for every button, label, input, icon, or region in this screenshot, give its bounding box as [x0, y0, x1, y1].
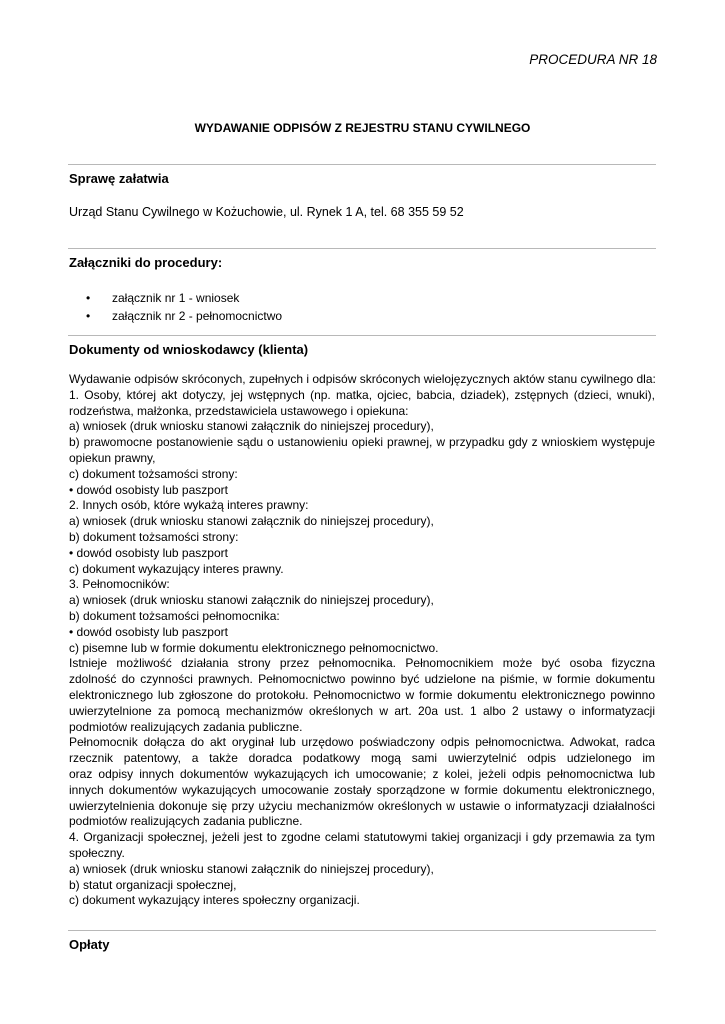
body-line: c) dokument wykazujący interes prawny.: [69, 561, 284, 576]
body-line: 1. Osoby, której akt dotyczy, jej wstępnych (np. matka, ojciec, babcia, dziadek), zstępnych (dzieci, wnuki),: [69, 387, 655, 402]
attachments-heading: Załączniki do procedury:: [69, 255, 223, 270]
body-line: 3. Pełnomocników:: [69, 577, 170, 592]
body-line: b) statut organizacji społecznej,: [69, 877, 237, 892]
body-line: oraz odpisy innych dokumentów wykazujących ich umocowanie; z kolei, jeżeli odpis pełnomocnictwa lub: [69, 766, 655, 781]
body-line: a) wniosek (druk wniosku stanowi załącznik do niniejszej procedury),: [69, 419, 434, 434]
bullet-icon: •: [86, 309, 91, 323]
body-line: uwierzytelnienia dokonuje się przy użyciu mechanizmów określonych w ustawie o informatyzacji działalności: [69, 798, 655, 813]
body-line: podmiotów realizujących zadania publiczne.: [69, 814, 303, 829]
body-line: podmiotów realizujących zadania publiczne.: [69, 719, 303, 734]
body-line: • dowód osobisty lub paszport: [69, 482, 228, 497]
body-line: c) dokument wykazujący interes społeczny organizacji.: [69, 893, 360, 908]
body-line: rzecznik patentowy, a także doradca podatkowy mogą sami uwierzytelnić odpis udzielonego im: [69, 751, 655, 766]
body-line: zdolność do czynności prawnych. Pełnomocnictwo powinno być udzielone na piśmie, w formie dokumentu: [69, 672, 655, 687]
body-line: 4. Organizacji społecznej, jeżeli jest to zgodne celami statutowymi takiej organizacji i gdy przemawia za tym: [69, 830, 655, 845]
documents-body: [69, 372, 655, 909]
body-line: a) wniosek (druk wniosku stanowi załącznik do niniejszej procedury),: [69, 593, 434, 608]
body-line: elektronicznego lub zgłoszone do protokołu. Pełnomocnictwo w formie dokumentu elektronicznego powinno: [69, 687, 655, 702]
section-divider: [68, 164, 656, 165]
bullet-icon: •: [86, 291, 91, 305]
body-line: Wydawanie odpisów skróconych, zupełnych i odpisów skróconych wielojęzycznych aktów stanu cywilnego dla:: [69, 372, 656, 386]
body-line: • dowód osobisty lub paszport: [69, 545, 228, 560]
body-line: • dowód osobisty lub paszport: [69, 624, 228, 639]
attachment-label: załącznik nr 2 - pełnomocnictwo: [112, 309, 283, 323]
body-line: c) pisemne lub w formie dokumentu elektronicznego pełnomocnictwo.: [69, 640, 439, 655]
attachment-item: [86, 307, 282, 325]
section-divider: [68, 248, 656, 249]
procedure-number: PROCEDURA NR 18: [529, 52, 657, 67]
section-divider: [68, 930, 656, 931]
body-line: opiekun prawny,: [69, 450, 156, 465]
body-line: uwierzytelnione za pomocą mechanizmów określonych w art. 20a ust. 1 albo 2 ustawy o informatyzacji: [69, 703, 655, 718]
fees-heading: Opłaty: [69, 937, 110, 952]
body-line: b) dokument tożsamości strony:: [69, 529, 239, 544]
document-title: WYDAWANIE ODPISÓW Z REJESTRU STANU CYWILNEGO: [194, 121, 531, 135]
handler-office: Urząd Stanu Cywilnego w Kożuchowie, ul. Rynek 1 A, tel. 68 355 59 52: [69, 205, 464, 219]
body-line: społeczny.: [69, 845, 125, 860]
attachment-label: załącznik nr 1 - wniosek: [112, 291, 240, 305]
body-line: innych dokumentów wykazujących umocowanie zostały sporządzone w formie dokumentu elektronicznego,: [69, 782, 655, 797]
body-line: a) wniosek (druk wniosku stanowi załącznik do niniejszej procedury),: [69, 514, 434, 529]
body-line: c) dokument tożsamości strony:: [69, 466, 238, 481]
attachment-item: [86, 289, 282, 307]
body-line: rodzeństwa, małżonka, przedstawiciela ustawowego i opiekuna:: [69, 403, 409, 418]
body-line: a) wniosek (druk wniosku stanowi załącznik do niniejszej procedury),: [69, 861, 434, 876]
body-line: 2. Innych osób, które wykażą interes prawny:: [69, 498, 309, 513]
attachments-list: [86, 289, 282, 325]
section-divider: [68, 335, 656, 336]
body-line: Istnieje możliwość działania strony przez pełnomocnika. Pełnomocnikiem może być osoba fizyczna: [69, 656, 655, 671]
body-line: b) dokument tożsamości pełnomocnika:: [69, 608, 280, 623]
body-line: b) prawomocne postanowienie sądu o ustanowieniu opieki prawnej, w przypadku gdy z wnioskiem występuje: [69, 435, 655, 450]
body-line: Pełnomocnik dołącza do akt oryginał lub urzędowo poświadczony odpis pełnomocnictwa. Adwokat, radca: [69, 735, 655, 750]
handler-heading: Sprawę załatwia: [69, 171, 169, 186]
documents-heading: Dokumenty od wnioskodawcy (klienta): [69, 342, 309, 357]
